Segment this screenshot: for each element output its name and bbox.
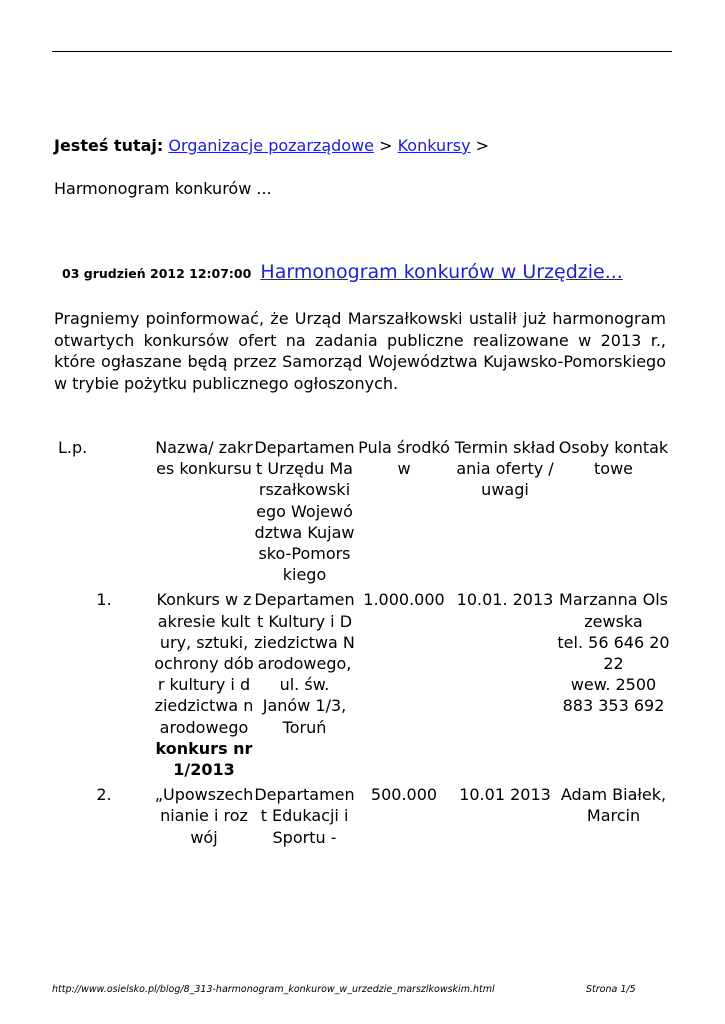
post-title-link[interactable]: Harmonogram konkurów w Urzędzie...: [260, 261, 623, 283]
breadcrumb-separator: >: [379, 136, 393, 155]
deadline: 10.01 2013: [459, 785, 551, 805]
current-page-title: Harmonogram konkurów ...: [54, 179, 272, 198]
header-termin: Termin składania oferty /uwagi: [454, 438, 556, 500]
department: Departament Edukacji i Sportu -: [254, 785, 355, 847]
row-number: 1.: [96, 590, 112, 610]
contact-persons: [557, 589, 670, 784]
department-address-line: ul. św.: [279, 675, 330, 695]
funding-amount: 1.000.000: [363, 590, 445, 610]
header-pula: Pula środków: [358, 438, 450, 479]
contest-number: konkurs nr 1/2013: [155, 738, 253, 780]
contact-phone: tel. 56 646 20 22: [557, 632, 670, 674]
header-departament: Departament Urzędu Marszałkowskiego Województwa Kujawsko-Pomorskiego: [254, 438, 355, 585]
contact-name: Marzanna Olszewska: [559, 590, 668, 631]
post-header: [62, 261, 623, 283]
contact-mobile: 883 353 692: [562, 696, 665, 716]
contests-table: [54, 437, 670, 852]
footer-page-number: Strona 1/5: [586, 984, 636, 995]
contest-name-text: Konkurs w zakresie kultury, sztuki, ochrony dóbr kultury i dziedzictwa narodowego: [154, 590, 254, 737]
department-address-line: Janów 1/3,: [262, 696, 347, 716]
breadcrumb: [54, 135, 489, 157]
contact-persons: Adam Białek, Marcin: [560, 785, 667, 826]
table-row: [54, 784, 670, 852]
header-lp: L.p.: [58, 438, 88, 457]
top-divider: [52, 51, 672, 52]
table-header-row: [54, 437, 670, 589]
row-number: 2.: [96, 785, 112, 805]
department-name: Departament Kultury i Dziedzictwa Narodowego,: [254, 590, 355, 674]
breadcrumb-link-konkursy[interactable]: Konkursy: [397, 136, 471, 155]
post-date: 03 grudzień 2012 12:07:00: [62, 266, 252, 281]
contest-name: [154, 589, 254, 784]
deadline: 10.01. 2013: [456, 590, 554, 610]
header-osoby: Osoby kontaktowe: [558, 438, 669, 479]
footer-url: http://www.osielsko.pl/blog/8_313-harmonogram_konkurow_w_urzedzie_marszlkowskim.html: [52, 984, 495, 995]
funding-amount: 500.000: [370, 785, 438, 805]
department: [254, 589, 355, 784]
contact-extension: wew. 2500: [570, 675, 657, 695]
department-address-line: Toruń: [282, 717, 327, 737]
contest-name: „Upowszechnianie i rozwój: [154, 785, 254, 847]
post-intro: Pragniemy poinformować, że Urząd Marszałkowski ustalił już harmonogram otwartych konkursów ofert na zadania publiczne realizowane w 2013 r., które ogłaszane będą przez Samorząd Województwa Kujawsko-Pomorskiego w trybie pożytku publicznego ogłoszonych.: [54, 309, 666, 393]
header-nazwa: Nazwa/ zakres konkursu: [155, 438, 253, 479]
breadcrumb-label: Jesteś tutaj:: [54, 136, 164, 155]
breadcrumb-separator: >: [475, 136, 490, 155]
breadcrumb-link-organizacje[interactable]: Organizacje pozarządowe: [168, 136, 375, 155]
table-row: [54, 589, 670, 784]
